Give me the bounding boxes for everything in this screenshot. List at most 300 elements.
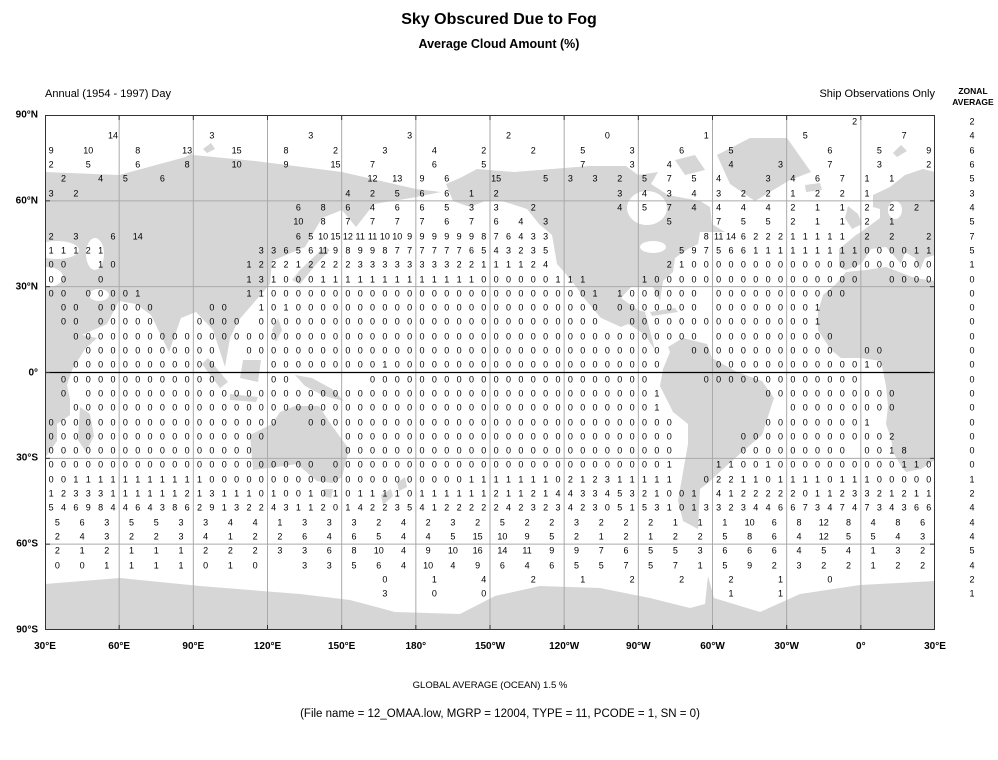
grid-value: 4 — [518, 216, 524, 227]
grid-value: 0 — [221, 474, 227, 485]
grid-value: 0 — [592, 331, 598, 342]
grid-value: 0 — [815, 374, 821, 385]
grid-value: 0 — [135, 388, 141, 399]
grid-value: 6 — [771, 531, 777, 542]
x-tick-label: 60°W — [700, 641, 725, 652]
grid-value: 0 — [98, 431, 104, 442]
grid-value: 0 — [864, 388, 870, 399]
grid-value: 0 — [481, 388, 487, 399]
grid-value: 5 — [598, 560, 604, 571]
grid-value: 1 — [431, 502, 437, 513]
grid-value: 0 — [493, 445, 499, 456]
grid-value: 1 — [518, 474, 524, 485]
grid-value: 0 — [827, 417, 833, 428]
grid-value: 0 — [468, 388, 474, 399]
grid-value: 0 — [85, 359, 91, 370]
grid-value: 0 — [283, 402, 289, 413]
grid-value: 0 — [567, 345, 573, 356]
grid-value: 2 — [153, 531, 159, 542]
grid-value: 0 — [815, 359, 821, 370]
grid-value: 0 — [122, 374, 128, 385]
grid-value: 2 — [697, 531, 703, 542]
grid-value: 0 — [468, 288, 474, 299]
grid-value: 3 — [895, 545, 901, 556]
grid-value: 7 — [716, 216, 722, 227]
grid-value: 0 — [258, 388, 264, 399]
grid-value: 0 — [827, 331, 833, 342]
grid-value: 0 — [135, 417, 141, 428]
grid-value: 0 — [370, 445, 376, 456]
grid-value: 2 — [623, 531, 629, 542]
grid-value: 0 — [394, 302, 400, 313]
grid-value: 1 — [592, 288, 598, 299]
great-lakes — [640, 241, 666, 253]
grid-value: 0 — [493, 359, 499, 370]
grid-value: 3 — [302, 560, 308, 571]
grid-value: 0 — [85, 417, 91, 428]
grid-value: 0 — [320, 402, 326, 413]
grid-value: 0 — [876, 474, 882, 485]
grid-value: 1 — [196, 474, 203, 485]
grid-value: 0 — [271, 345, 277, 356]
grid-value: 0 — [876, 259, 882, 270]
grid-value: 0 — [357, 445, 363, 456]
grid-value: 0 — [85, 388, 91, 399]
grid-value: 2 — [332, 145, 338, 156]
grid-value: 1 — [456, 274, 462, 284]
grid-value: 2 — [320, 259, 326, 270]
grid-value: 0 — [604, 502, 610, 513]
grid-value: 0 — [481, 374, 487, 385]
grid-value: 9 — [456, 231, 462, 242]
grid-value: 2 — [283, 259, 289, 270]
grid-value: 0 — [246, 331, 252, 342]
grid-value: 0 — [555, 459, 561, 470]
grid-value: 0 — [765, 374, 771, 385]
grid-value: 0 — [196, 417, 203, 428]
grid-value: 0 — [382, 474, 388, 485]
grid-value: 0 — [184, 331, 190, 342]
grid-value: 2 — [716, 474, 722, 485]
x-tick-label: 150°W — [474, 641, 506, 652]
grid-value: 2 — [252, 545, 258, 556]
grid-value: 9 — [524, 531, 530, 542]
grid-value: 3 — [716, 502, 722, 513]
grid-value: 4 — [543, 259, 549, 270]
grid-value: 0 — [913, 259, 919, 270]
grid-value: 5 — [679, 245, 685, 256]
grid-value: 8 — [703, 231, 709, 242]
grid-value: 0 — [456, 359, 462, 370]
grid-value: 0 — [790, 359, 796, 370]
grid-value: 0 — [506, 331, 512, 342]
grid-value: 0 — [827, 359, 833, 370]
grid-value: 1 — [382, 274, 388, 284]
y-tick-label: 90°S — [16, 624, 38, 636]
grid-value: 2 — [790, 202, 796, 213]
grid-value: 0 — [135, 331, 141, 342]
grid-value: 0 — [135, 345, 141, 356]
grid-value: 0 — [209, 459, 215, 470]
grid-value: 2 — [258, 259, 264, 270]
grid-value: 0 — [345, 388, 351, 399]
grid-value: 5 — [499, 517, 505, 528]
grid-value: 1 — [802, 245, 808, 256]
grid-value: 2 — [920, 560, 926, 571]
grid-value: 1 — [493, 474, 499, 485]
grid-value: 2 — [196, 502, 203, 513]
grid-value: 0 — [592, 417, 598, 428]
grid-value: 0 — [394, 459, 400, 470]
grid-value: 0 — [122, 445, 128, 456]
grid-value: 0 — [61, 274, 67, 284]
grid-value: 5 — [740, 216, 746, 227]
grid-value: 0 — [98, 459, 104, 470]
grid-value: 0 — [135, 316, 141, 327]
grid-value: 0 — [345, 345, 351, 356]
grid-value: 0 — [159, 431, 165, 442]
grid-value: 0 — [271, 388, 277, 399]
grid-value: 2 — [864, 202, 870, 213]
grid-value: 15 — [231, 145, 242, 156]
grid-value: 0 — [122, 302, 128, 313]
zonal-average-value: 5 — [969, 245, 975, 256]
grid-value: 1 — [370, 488, 376, 499]
grid-value: 2 — [889, 202, 895, 213]
grid-value: 0 — [889, 388, 895, 399]
grid-value: 0 — [431, 316, 437, 327]
grid-value: 5 — [543, 245, 549, 256]
grid-value: 0 — [567, 388, 573, 399]
grid-value: 0 — [555, 331, 561, 342]
grid-value: 0 — [61, 445, 67, 456]
grid-value: 0 — [617, 431, 623, 442]
grid-value: 6 — [351, 531, 357, 542]
grid-value: 0 — [295, 345, 301, 356]
zonal-average-value: 0 — [969, 388, 975, 399]
grid-value: 5 — [295, 245, 301, 256]
grid-value: 0 — [864, 445, 870, 456]
grid-value: 0 — [135, 359, 141, 370]
grid-value: 0 — [98, 316, 104, 327]
grid-value: 3 — [234, 502, 240, 513]
grid-value: 4 — [790, 173, 796, 184]
grid-value: 0 — [345, 302, 351, 313]
grid-value: 0 — [518, 316, 524, 327]
grid-value: 0 — [493, 302, 499, 313]
global-average-label: GLOBAL AVERAGE (OCEAN) 1.5 % — [412, 680, 568, 691]
grid-value: 1 — [357, 488, 363, 499]
grid-value: 0 — [221, 316, 227, 327]
grid-value: 0 — [394, 345, 400, 356]
grid-value: 0 — [580, 374, 586, 385]
grid-value: 1 — [110, 474, 116, 485]
grid-value: 0 — [864, 402, 870, 413]
grid-value: 0 — [815, 388, 821, 399]
grid-value: 1 — [641, 274, 648, 284]
grid-value: 0 — [641, 374, 648, 385]
grid-value: 1 — [666, 474, 672, 485]
grid-value: 4 — [493, 245, 499, 256]
grid-value: 0 — [122, 345, 128, 356]
grid-value: 0 — [209, 302, 215, 313]
grid-value: 3 — [382, 588, 388, 599]
grid-value: 1 — [135, 474, 141, 485]
grid-value: 0 — [431, 474, 437, 485]
grid-value: 0 — [790, 274, 796, 284]
grid-value: 1 — [913, 245, 919, 256]
grid-value: 0 — [234, 417, 240, 428]
grid-value: 0 — [641, 431, 648, 442]
grid-value: 0 — [85, 445, 91, 456]
grid-value: 11 — [355, 231, 365, 242]
grid-value: 0 — [481, 445, 487, 456]
grid-value: 0 — [926, 459, 932, 470]
grid-value: 0 — [271, 374, 277, 385]
grid-value: 1 — [178, 560, 184, 571]
grid-value: 0 — [357, 316, 363, 327]
grid-value: 2 — [790, 488, 796, 499]
grid-value: 11 — [522, 545, 532, 556]
grid-value: 0 — [852, 417, 858, 428]
grid-value: 0 — [864, 431, 870, 442]
y-tick-label: 0° — [28, 367, 38, 378]
grid-value: 0 — [295, 288, 301, 299]
grid-value: 3 — [543, 216, 549, 227]
grid-value: 1 — [728, 488, 734, 499]
grid-value: 0 — [221, 445, 227, 456]
grid-value: 0 — [629, 345, 635, 356]
grid-value: 0 — [654, 316, 660, 327]
grid-value: 2 — [530, 202, 536, 213]
grid-value: 0 — [431, 445, 437, 456]
grid-value: 0 — [641, 288, 648, 299]
grid-value: 8 — [320, 202, 326, 213]
grid-value: 0 — [876, 445, 882, 456]
grid-value: 5 — [641, 202, 648, 213]
grid-value: 0 — [481, 316, 487, 327]
grid-value: 0 — [196, 459, 203, 470]
grid-value: 0 — [320, 359, 326, 370]
grid-value: 2 — [648, 517, 654, 528]
grid-value: 0 — [740, 445, 746, 456]
grid-value: 5 — [394, 188, 400, 199]
grid-value: 0 — [777, 417, 783, 428]
grid-value: 5 — [765, 216, 771, 227]
grid-value: 6 — [623, 545, 629, 556]
grid-value: 2 — [530, 145, 536, 156]
grid-value: 5 — [481, 245, 487, 256]
grid-value: 0 — [110, 331, 116, 342]
grid-value: 0 — [641, 345, 648, 356]
grid-value: 0 — [147, 388, 153, 399]
grid-value: 0 — [283, 488, 289, 499]
grid-value: 1 — [227, 560, 233, 571]
grid-value: 1 — [889, 216, 895, 227]
grid-value: 0 — [802, 302, 808, 313]
grid-value: 0 — [654, 359, 660, 370]
grid-value: 0 — [394, 288, 400, 299]
grid-value: 1 — [234, 488, 240, 499]
grid-value: 9 — [332, 245, 338, 256]
grid-value: 3 — [370, 259, 376, 270]
grid-value: 9 — [419, 231, 425, 242]
grid-value: 0 — [765, 431, 771, 442]
grid-value: 0 — [530, 302, 536, 313]
grid-value: 5 — [716, 245, 722, 256]
grid-value: 0 — [777, 431, 783, 442]
grid-value: 2 — [271, 259, 277, 270]
grid-value: 0 — [295, 459, 301, 470]
grid-value: 4 — [227, 517, 233, 528]
grid-value: 0 — [592, 302, 598, 313]
grid-value: 4 — [524, 560, 530, 571]
grid-value: 0 — [580, 302, 586, 313]
grid-value: 3 — [629, 145, 635, 156]
grid-value: 0 — [209, 402, 215, 413]
grid-value: 1 — [827, 245, 833, 256]
grid-value: 0 — [357, 402, 363, 413]
grid-value: 0 — [468, 345, 474, 356]
grid-value: 0 — [295, 474, 301, 485]
grid-value: 0 — [419, 402, 425, 413]
grid-value: 0 — [691, 345, 697, 356]
grid-value: 8 — [135, 145, 141, 156]
grid-value: 0 — [827, 459, 833, 470]
grid-value: 0 — [98, 359, 104, 370]
grid-value: 2 — [468, 259, 474, 270]
grid-value: 0 — [839, 431, 845, 442]
grid-value: 0 — [802, 374, 808, 385]
grid-value: 0 — [765, 331, 771, 342]
grid-value: 0 — [370, 417, 376, 428]
grid-value: 0 — [431, 417, 437, 428]
grid-value: 2 — [543, 502, 549, 513]
grid-value: 0 — [666, 316, 672, 327]
grid-value: 0 — [159, 402, 165, 413]
grid-value: 3 — [852, 488, 858, 499]
grid-value: 0 — [332, 345, 338, 356]
grid-value: 0 — [283, 331, 289, 342]
grid-value: 1 — [345, 502, 351, 513]
grid-value: 0 — [444, 288, 450, 299]
grid-value: 0 — [802, 345, 808, 356]
grid-value: 0 — [543, 431, 549, 442]
grid-value: 1 — [98, 245, 104, 256]
grid-value: 0 — [926, 274, 932, 284]
grid-value: 6 — [295, 202, 301, 213]
grid-value: 0 — [332, 331, 338, 342]
grid-value: 0 — [617, 402, 623, 413]
grid-value: 0 — [629, 388, 635, 399]
grid-value: 0 — [172, 331, 178, 342]
grid-value: 0 — [827, 388, 833, 399]
grid-value: 1 — [839, 231, 845, 242]
grid-value: 6 — [926, 502, 932, 513]
grid-value: 0 — [654, 331, 660, 342]
grid-value: 1 — [481, 474, 487, 485]
grid-value: 0 — [679, 316, 685, 327]
grid-value: 0 — [604, 130, 610, 141]
grid-value: 0 — [246, 388, 252, 399]
grid-value: 0 — [555, 316, 561, 327]
grid-value: 9 — [747, 560, 753, 571]
grid-value: 0 — [654, 431, 660, 442]
grid-value: 1 — [543, 474, 549, 485]
grid-value: 3 — [703, 502, 709, 513]
grid-value: 0 — [456, 302, 462, 313]
grid-value: 6 — [431, 159, 437, 170]
zonal-average-value: 3 — [969, 188, 975, 199]
grid-value: 1 — [913, 459, 919, 470]
grid-value: 5 — [641, 502, 648, 513]
grid-value: 0 — [518, 374, 524, 385]
grid-value: 9 — [209, 502, 215, 513]
grid-value: 0 — [407, 445, 413, 456]
grid-value: 1 — [543, 488, 549, 499]
grid-value: 1 — [444, 274, 450, 284]
grid-value: 0 — [777, 288, 783, 299]
grid-value: 0 — [357, 431, 363, 442]
grid-value: 1 — [246, 488, 252, 499]
grid-value: 0 — [468, 331, 474, 342]
grid-value: 0 — [691, 259, 697, 270]
grid-value: 0 — [456, 388, 462, 399]
grid-value: 0 — [203, 560, 209, 571]
grid-value: 0 — [54, 560, 60, 571]
grid-value: 0 — [777, 445, 783, 456]
grid-value: 0 — [753, 431, 759, 442]
grid-value: 6 — [135, 502, 141, 513]
grid-value: 0 — [592, 459, 598, 470]
grid-value: 0 — [407, 402, 413, 413]
grid-value: 0 — [580, 359, 586, 370]
grid-value: 0 — [122, 417, 128, 428]
grid-value: 0 — [765, 288, 771, 299]
grid-value: 0 — [382, 459, 388, 470]
grid-value: 0 — [765, 445, 771, 456]
grid-value: 0 — [320, 388, 326, 399]
grid-value: 6 — [790, 502, 796, 513]
grid-value: 1 — [815, 488, 821, 499]
grid-value: 0 — [357, 331, 363, 342]
grid-value: 8 — [796, 517, 802, 528]
grid-value: 0 — [753, 345, 759, 356]
grid-value: 0 — [567, 316, 573, 327]
grid-value: 0 — [159, 388, 165, 399]
grid-value: 0 — [110, 316, 116, 327]
grid-value: 1 — [870, 545, 876, 556]
grid-value: 4 — [716, 173, 722, 184]
grid-value: 0 — [765, 417, 771, 428]
grid-value: 0 — [456, 288, 462, 299]
grid-value: 2 — [376, 517, 382, 528]
grid-value: 0 — [394, 417, 400, 428]
grid-value: 0 — [184, 388, 190, 399]
grid-value: 0 — [716, 331, 722, 342]
grid-value: 1 — [654, 488, 660, 499]
zonal-average-value: 0 — [969, 402, 975, 413]
grid-value: 0 — [654, 274, 660, 284]
grid-value: 1 — [740, 474, 746, 485]
grid-value: 1 — [815, 216, 821, 227]
grid-value: 2 — [129, 531, 135, 542]
grid-value: 0 — [98, 374, 104, 385]
grid-value: 0 — [295, 302, 301, 313]
grid-value: 0 — [370, 302, 376, 313]
grid-value: 0 — [172, 359, 178, 370]
grid-value: 0 — [172, 345, 178, 356]
